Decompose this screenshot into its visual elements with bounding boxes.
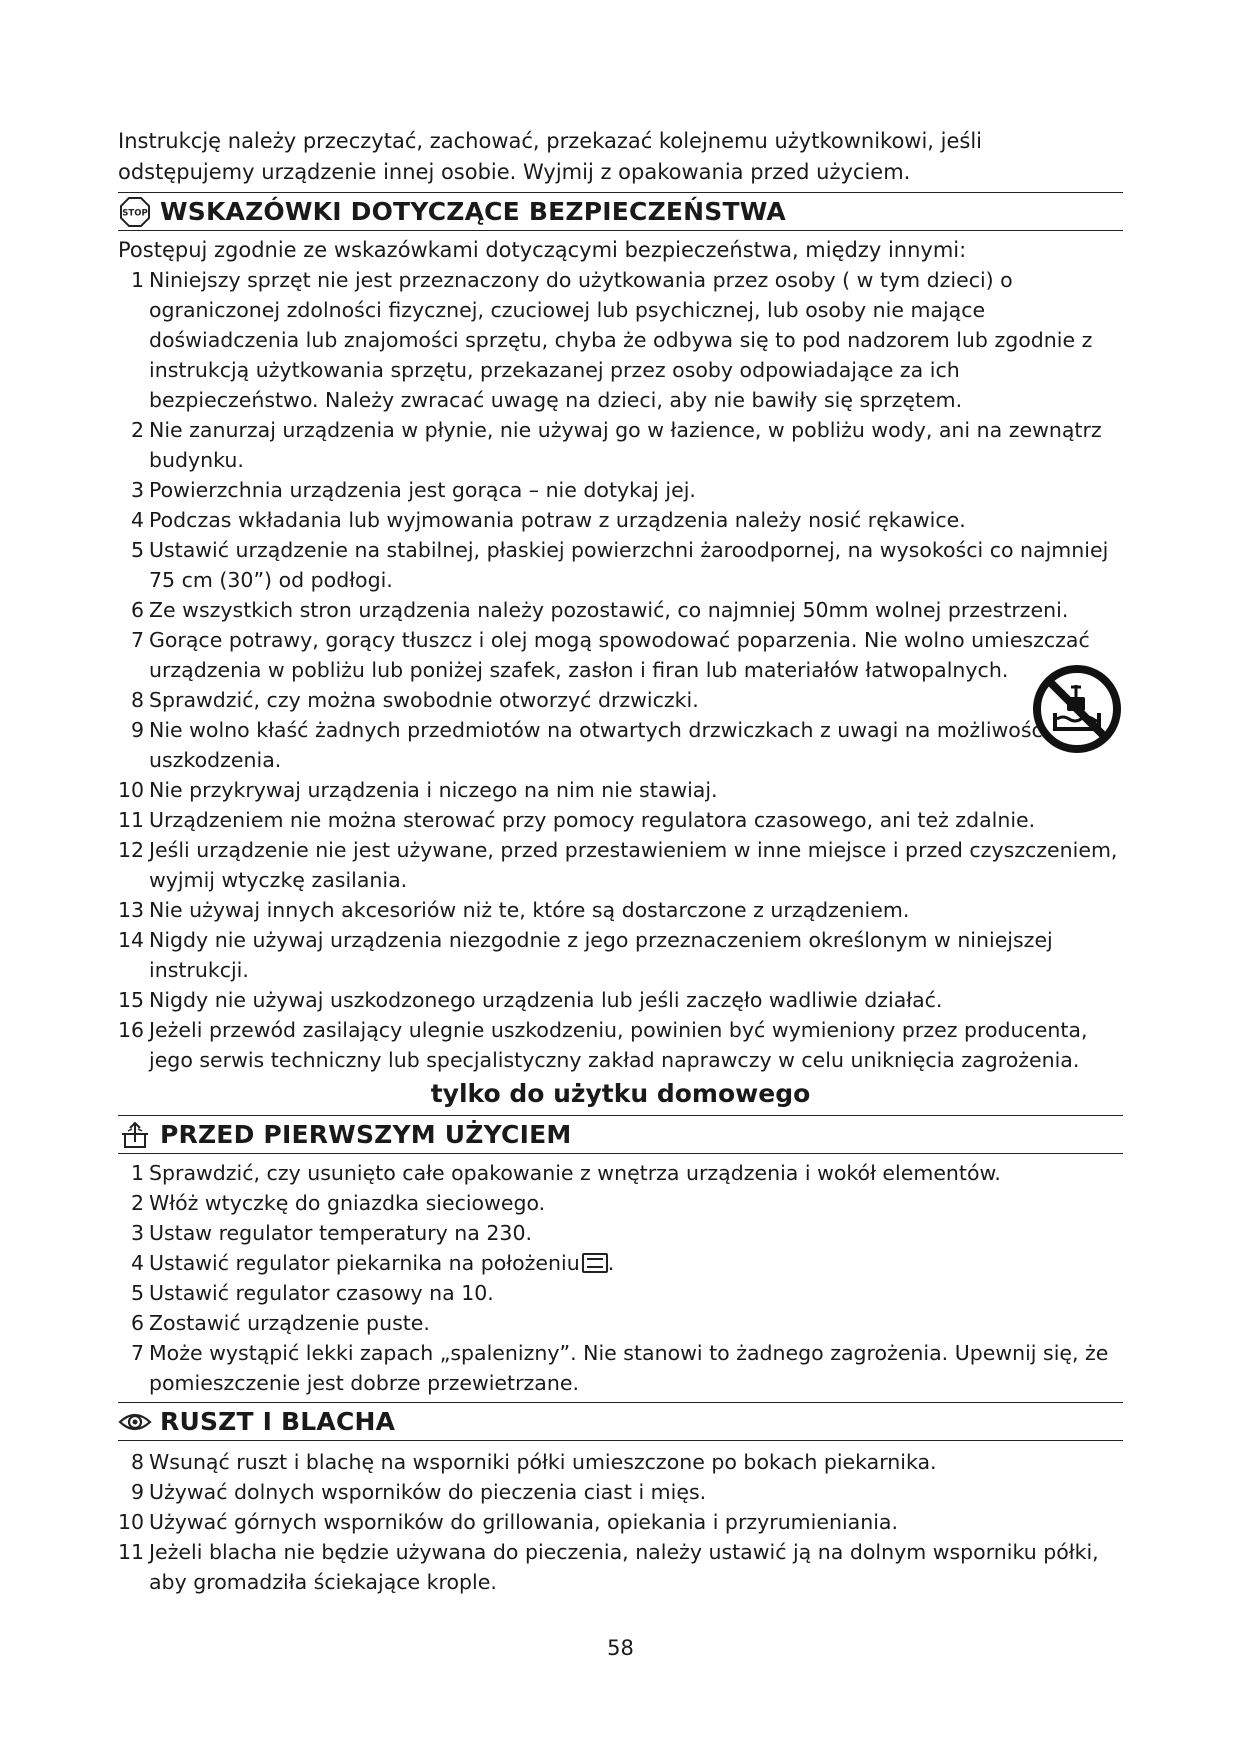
list-item-text [149, 895, 1123, 925]
list-item [118, 1338, 1123, 1398]
list-item-number: 4 [130, 508, 144, 532]
intro-text: Instrukcję należy przeczytać, zachować, przekazać kolejnemu użytkownikowi, jeśli odstępujemy urządzenie innej osobie. Wyjmij z opakowania przed użyciem. [118, 129, 983, 184]
list-item-text [149, 535, 1123, 595]
list-item-text-body: Sprawdzić, czy można swobodnie otworzyć drzwiczki. [149, 688, 699, 712]
list-item [118, 1158, 1123, 1188]
first-use-section-title: PRZED PIERWSZYM UŻYCIEM [160, 1120, 572, 1149]
list-item [118, 475, 1123, 505]
list-item-suffix: . [607, 1251, 615, 1275]
list-item-text-body: Jeśli urządzenie nie jest używane, przed przestawieniem w inne miejsce i przed czyszczeniem, wyjmij wtyczkę zasilania. [149, 838, 1118, 892]
list-item [118, 1015, 1123, 1075]
list-item-text [149, 1447, 1123, 1477]
list-item-text [149, 625, 1123, 685]
no-water-immersion-icon [1031, 663, 1123, 755]
list-item-text-body: Używać dolnych wsporników do pieczenia ciast i mięs. [149, 1480, 707, 1504]
list-item-text [149, 925, 1123, 985]
list-item-text-body: Nie przykrywaj urządzenia i niczego na nim nie stawiaj. [149, 778, 718, 802]
list-item-number: 12 [118, 838, 145, 862]
list-item-text-body: Urządzeniem nie można sterować przy pomocy regulatora czasowego, ani też zdalnie. [149, 808, 1036, 832]
safety-list [118, 265, 1123, 1075]
safety-list-wrap [118, 265, 1123, 1075]
list-item-text-body: Wsunąć ruszt i blachę na wsporniki półki umieszczone po bokach piekarnika. [149, 1450, 937, 1474]
list-item [118, 535, 1123, 595]
list-item-text-body: Ze wszystkich stron urządzenia należy pozostawić, co najmniej 50mm wolnej przestrzeni. [149, 598, 1069, 622]
list-item-text-body: Nigdy nie używaj uszkodzonego urządzenia lub jeśli zaczęło wadliwie działać. [149, 988, 943, 1012]
list-item-text [149, 775, 1123, 805]
list-item [118, 685, 1123, 715]
list-item [118, 595, 1123, 625]
list-item-text-body: Nie używaj innych akcesoriów niż te, które są dostarczone z urządzeniem. [149, 898, 910, 922]
list-item-number: 5 [130, 1281, 144, 1305]
unpack-box-icon [118, 1119, 152, 1151]
list-item-text [149, 1537, 1123, 1597]
list-item-text [149, 1158, 1123, 1188]
list-item [118, 1188, 1123, 1218]
list-item-text-body: Może wystąpić lekki zapach „spalenizny”. Nie stanowi to żadnego zagrożenia. Upewnij się, że pomieszczenie jest dobrze przewietrzane. [149, 1341, 1109, 1395]
list-item [118, 835, 1123, 895]
rack-list [118, 1447, 1123, 1597]
list-item [118, 775, 1123, 805]
list-item-text [149, 1477, 1123, 1507]
list-item [118, 985, 1123, 1015]
list-item-number: 1 [130, 1161, 144, 1185]
list-item-text-body: Podczas wkładania lub wyjmowania potraw z urządzenia należy nosić rękawice. [149, 508, 966, 532]
list-item-number: 13 [118, 898, 145, 922]
list-item-text-body: Ustawić urządzenie na stabilnej, płaskiej powierzchni żaroodpornej, na wysokości co najmniej 75 cm (30”) od podłogi. [149, 538, 1109, 592]
list-item-number: 2 [130, 418, 144, 442]
list-item-text [149, 265, 1123, 415]
list-item-text [149, 505, 1123, 535]
rack-section-header [118, 1402, 1123, 1441]
list-item-number: 16 [118, 1018, 145, 1042]
list-item-text-body: Jeżeli blacha nie będzie używana do pieczenia, należy ustawić ją na dolnym wsporniku półki, aby gromadziła ściekające krople. [149, 1540, 1099, 1594]
list-item-text [149, 1015, 1123, 1075]
first-use-list [118, 1158, 1123, 1398]
list-item-text [149, 805, 1123, 835]
list-item [118, 265, 1123, 415]
list-item [118, 505, 1123, 535]
list-item-text [149, 415, 1123, 475]
eye-icon [118, 1406, 152, 1438]
list-item-text [149, 1338, 1123, 1398]
stop-icon [118, 196, 152, 228]
safety-section-title: WSKAZÓWKI DOTYCZĄCE BEZPIECZEŃSTWA [160, 197, 786, 226]
list-item-text [149, 1188, 1123, 1218]
list-item-number: 11 [118, 808, 145, 832]
list-item-text-body: Używać górnych wsporników do grillowania, opiekania i przyrumieniania. [149, 1510, 898, 1534]
list-item-text [149, 595, 1123, 625]
list-item-text-body: Nigdy nie używaj urządzenia niezgodnie z jego przeznaczeniem określonym w niniejszej instrukcji. [149, 928, 1053, 982]
list-item [118, 1477, 1123, 1507]
list-item-text [149, 1507, 1123, 1537]
list-item [118, 1537, 1123, 1597]
list-item [118, 1278, 1123, 1308]
list-item [118, 625, 1123, 685]
list-item-number: 6 [130, 598, 144, 622]
page-number: 58 [607, 1636, 634, 1660]
list-item-text [149, 1218, 1123, 1248]
list-item-number: 11 [118, 1540, 145, 1564]
list-item-text-body: Włóż wtyczkę do gniazdka sieciowego. [149, 1191, 546, 1215]
list-item-text [149, 475, 1123, 505]
list-item-number: 9 [130, 718, 144, 742]
list-item-number: 3 [130, 1221, 144, 1245]
safety-section-header [118, 192, 1123, 231]
list-item-number: 3 [130, 478, 144, 502]
list-item [118, 1308, 1123, 1338]
list-item-number: 15 [118, 988, 145, 1012]
list-item-text-body: Powierzchnia urządzenia jest gorąca – nie dotykaj jej. [149, 478, 696, 502]
list-item-number: 2 [130, 1191, 144, 1215]
list-item-number: 10 [118, 1510, 145, 1534]
list-item-number: 8 [130, 688, 144, 712]
list-item-number: 7 [130, 1341, 144, 1365]
list-item-text [149, 1308, 1123, 1338]
list-item-text-body: Zostawić urządzenie puste. [149, 1311, 430, 1335]
list-item [118, 1507, 1123, 1537]
list-item-number: 4 [130, 1251, 144, 1275]
stop-icon-label: STOP [122, 208, 148, 218]
oven-position-icon [582, 1253, 608, 1273]
list-item [118, 895, 1123, 925]
list-item-number: 7 [130, 628, 144, 652]
list-item-number: 1 [130, 268, 144, 292]
list-item-text [149, 685, 1123, 715]
list-item-text-body: Jeżeli przewód zasilający ulegnie uszkodzeniu, powinien być wymieniony przez producenta, jego serwis techniczny lub specjalistyczny zakład naprawczy w celu uniknięcia zagrożenia. [149, 1018, 1088, 1072]
list-item-text-body: Sprawdzić, czy usunięto całe opakowanie z wnętrza urządzenia i wokół elementów. [149, 1161, 1001, 1185]
manual-page [118, 126, 1123, 1597]
list-item-text-body: Ustawić regulator piekarnika na położeniu [149, 1251, 580, 1275]
list-item-number: 9 [130, 1480, 144, 1504]
list-item-number: 6 [130, 1311, 144, 1335]
list-item-text [149, 1248, 1123, 1278]
list-item-text-body: Gorące potrawy, gorący tłuszcz i olej mogą spowodować poparzenia. Nie wolno umieszczać urządzenia w pobliżu lub poniżej szafek, zasłon i firan lub materiałów łatwopalnych. [149, 628, 1090, 682]
list-item-text-body: Niniejszy sprzęt nie jest przeznaczony do użytkowania przez osoby ( w tym dzieci) o ograniczonej zdolności fizycznej, czuciowej lub psychicznej, lub osoby nie mające doświadczenia lub znajomości sprzętu, chyba że odbywa się to pod nadzorem lub zgodnie z instrukcją użytkowania sprzętu, przekazanej przez osoby odpowiadające za ich bezpieczeństwo. Należy zwracać uwagę na dzieci, aby nie bawiły się sprzętem. [149, 268, 1093, 412]
list-item-text [149, 835, 1123, 895]
list-item [118, 415, 1123, 475]
list-item-number: 5 [130, 538, 144, 562]
list-item-text-body: Ustawić regulator czasowy na 10. [149, 1281, 494, 1305]
list-item [118, 805, 1123, 835]
first-use-section-header [118, 1115, 1123, 1154]
list-item [118, 1248, 1123, 1278]
list-item-text [149, 1278, 1123, 1308]
list-item-number: 10 [118, 778, 145, 802]
safety-lead: Postępuj zgodnie ze wskazówkami dotyczącymi bezpieczeństwa, między innymi: [118, 238, 967, 262]
list-item-text-body: Ustaw regulator temperatury na 230. [149, 1221, 533, 1245]
rack-section-title: RUSZT I BLACHA [160, 1407, 396, 1436]
list-item-text-body: Nie zanurzaj urządzenia w płynie, nie używaj go w łazience, w pobliżu wody, ani na zewnątrz budynku. [149, 418, 1102, 472]
list-item-text [149, 985, 1123, 1015]
household-use-only-note: tylko do użytku domowego [430, 1079, 811, 1108]
list-item [118, 715, 1123, 775]
list-item-number: 8 [130, 1450, 144, 1474]
list-item-number: 14 [118, 928, 145, 952]
list-item [118, 1447, 1123, 1477]
list-item [118, 925, 1123, 985]
list-item-text-body: Nie wolno kłaść żadnych przedmiotów na otwartych drzwiczkach z uwagi na możliwość uszkodzenia. [149, 718, 1043, 772]
list-item-text [149, 715, 1123, 775]
list-item [118, 1218, 1123, 1248]
